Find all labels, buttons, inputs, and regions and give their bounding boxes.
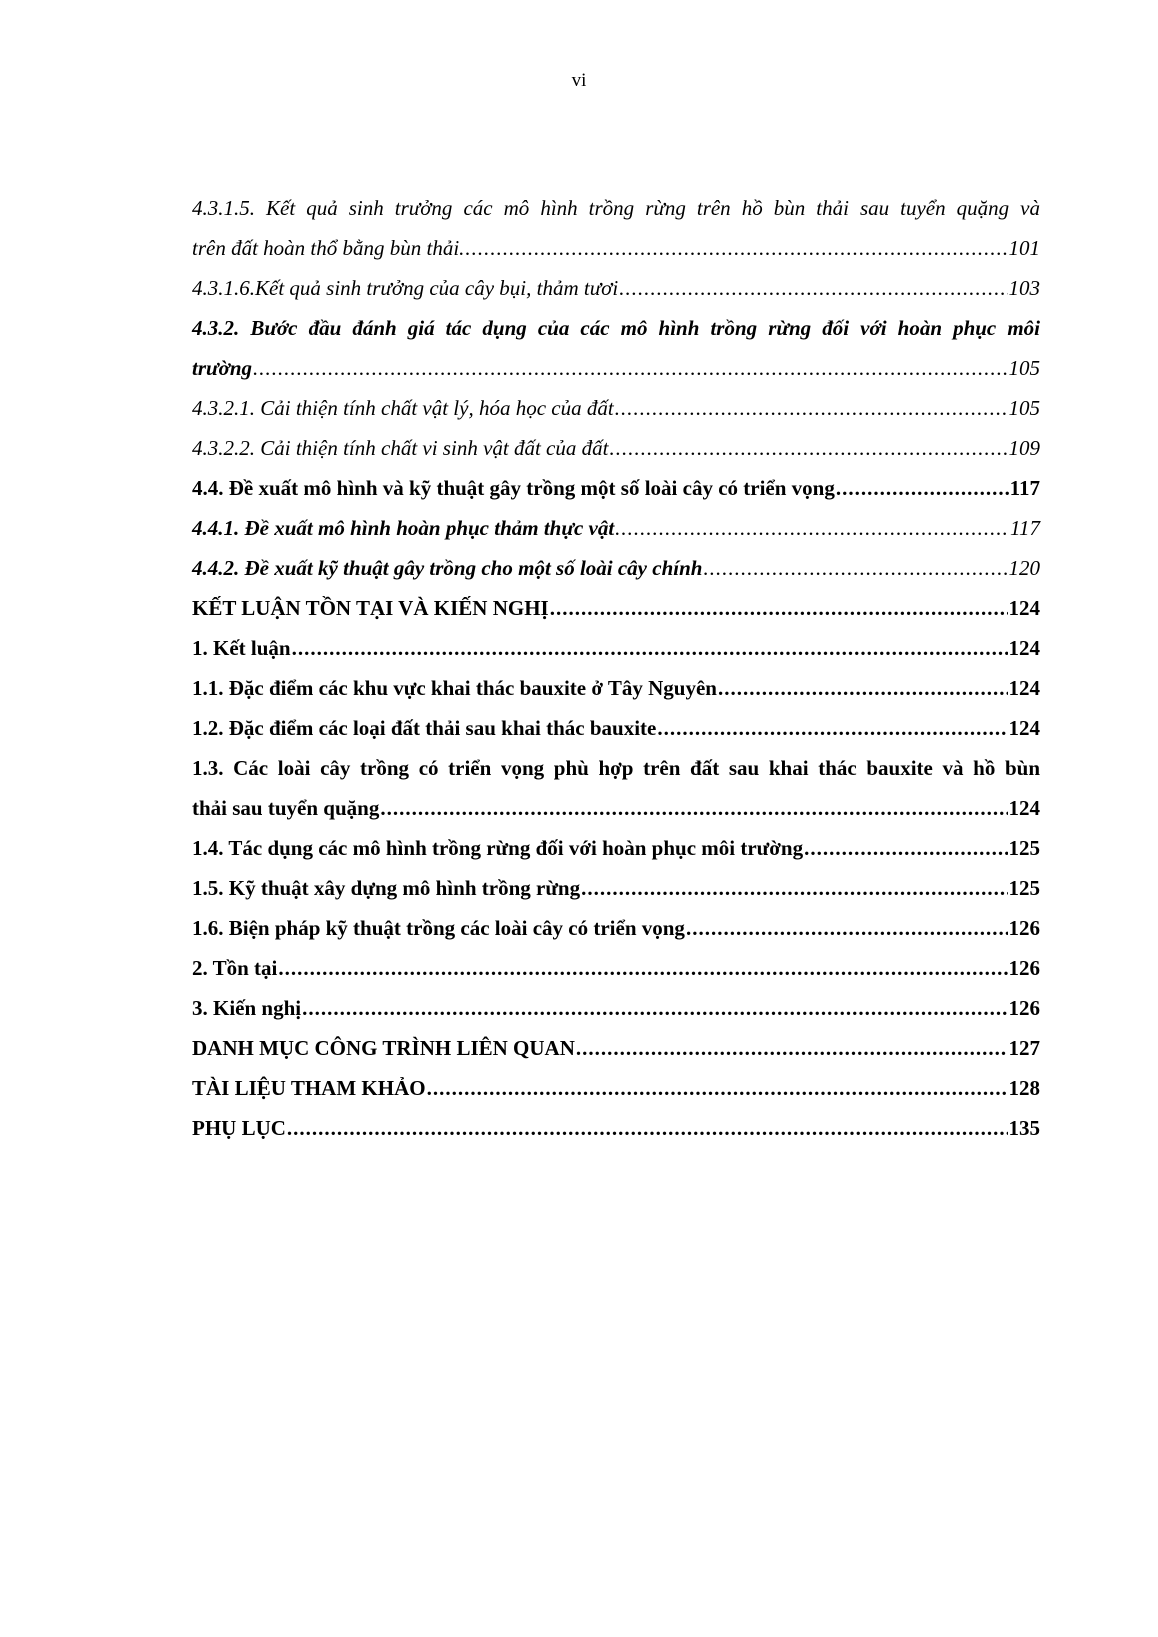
toc-dot-leader (619, 268, 1007, 308)
toc-entry-tai-lieu-tham-khao[interactable] (192, 1068, 1040, 1108)
table-of-contents (192, 188, 1040, 1148)
toc-entry-1-5[interactable] (192, 868, 1040, 908)
toc-page-number: 124 (1008, 676, 1040, 700)
toc-dot-leader (292, 628, 1008, 668)
toc-entry-4-3-1-5-line1: 4.3.1.5. Kết quả sinh trưởng các mô hình trồng rừng trên hồ bùn thải sau tuyển quặng và (192, 196, 1040, 220)
toc-dot-leader (465, 228, 1007, 268)
toc-entry-title: 1.4. Tác dụng các mô hình trồng rừng đối với hoàn phục môi trường (192, 836, 804, 860)
toc-page-number: 126 (1008, 996, 1040, 1020)
toc-entry-1-6[interactable] (192, 908, 1040, 948)
toc-dot-leader (278, 948, 1007, 988)
toc-dot-leader (550, 588, 1008, 628)
toc-entry-2[interactable] (192, 948, 1040, 988)
toc-entry-4-3-1-6[interactable] (192, 268, 1040, 308)
toc-page-number: 105 (1008, 396, 1040, 420)
toc-entry-1-3-line1: 1.3. Các loài cây trồng có triển vọng phù hợp trên đất sau khai thác bauxite và hồ bùn (192, 756, 1040, 780)
toc-dot-leader (287, 1108, 1008, 1148)
toc-dot-leader (804, 828, 1007, 868)
toc-dot-leader (686, 908, 1008, 948)
toc-entry-title: 3. Kiến nghị (192, 996, 302, 1020)
toc-entry-title: PHỤ LỤC (192, 1116, 286, 1140)
toc-entry-danh-muc-cong-trinh[interactable] (192, 1028, 1040, 1068)
toc-entry-1-4[interactable] (192, 828, 1040, 868)
toc-entry-4-3-2[interactable] (192, 348, 1040, 388)
toc-entry-title: trường (192, 356, 253, 380)
toc-dot-leader (427, 1068, 1008, 1108)
toc-entry-title: DANH MỤC CÔNG TRÌNH LIÊN QUAN (192, 1036, 575, 1060)
toc-page-number: 101 (1008, 236, 1040, 260)
toc-page-number: 126 (1008, 956, 1040, 980)
toc-entry-4-4-1[interactable] (192, 508, 1040, 548)
toc-page-number: 127 (1008, 1036, 1040, 1060)
toc-entry-title: TÀI LIỆU THAM KHẢO (192, 1076, 426, 1100)
toc-entry-title: 4.4. Đề xuất mô hình và kỹ thuật gây trồng một số loài cây có triển vọng (192, 476, 835, 500)
toc-entry-1[interactable] (192, 628, 1040, 668)
toc-entry-title: 1. Kết luận (192, 636, 291, 660)
toc-page-number: 124 (1008, 596, 1040, 620)
toc-entry-title: 4.3.2.2. Cải thiện tính chất vi sinh vật đất của đất (192, 436, 609, 460)
toc-page-number: 125 (1008, 836, 1040, 860)
toc-entry-title: 2. Tồn tại (192, 956, 278, 980)
toc-page-number: 103 (1008, 276, 1040, 300)
toc-dot-leader (380, 788, 1007, 828)
toc-dot-leader (581, 868, 1007, 908)
toc-entry-4-3-2-2[interactable] (192, 428, 1040, 468)
toc-page-number: 124 (1008, 716, 1040, 740)
toc-page-number: 120 (1008, 556, 1040, 580)
toc-entry-3[interactable] (192, 988, 1040, 1028)
toc-dot-leader (657, 708, 1007, 748)
toc-page-number: 135 (1008, 1116, 1040, 1140)
toc-entry-4-3-2-1[interactable] (192, 388, 1040, 428)
toc-entry-title: 1.6. Biện pháp kỹ thuật trồng các loài cây có triển vọng (192, 916, 685, 940)
toc-entry-title: 4.3.1.6.Kết quả sinh trưởng của cây bụi, thảm tươi (192, 276, 619, 300)
toc-entry-title: 1.2. Đặc điểm các loại đất thải sau khai thác bauxite (192, 716, 657, 740)
toc-page-number: 124 (1008, 636, 1040, 660)
toc-page-number: 109 (1008, 436, 1040, 460)
toc-page-number: 105 (1008, 356, 1040, 380)
toc-dot-leader (302, 988, 1007, 1028)
toc-dot-leader (576, 1028, 1008, 1068)
toc-page-number: 126 (1008, 916, 1040, 940)
toc-entry-title: thải sau tuyển quặng (192, 796, 380, 820)
toc-entry-1-1[interactable] (192, 668, 1040, 708)
toc-entry-title: 1.5. Kỹ thuật xây dựng mô hình trồng rừng (192, 876, 581, 900)
toc-entry-1-2[interactable] (192, 708, 1040, 748)
toc-entry-phu-luc[interactable] (192, 1108, 1040, 1148)
toc-dot-leader (703, 548, 1007, 588)
toc-dot-leader (615, 388, 1008, 428)
toc-dot-leader (609, 428, 1007, 468)
toc-page-number: 125 (1008, 876, 1040, 900)
toc-entry-title: 4.4.2. Đề xuất kỹ thuật gây trồng cho một số loài cây chính (192, 556, 703, 580)
toc-dot-leader (718, 668, 1008, 708)
toc-entry-title: KẾT LUẬN TỒN TẠI VÀ KIẾN NGHỊ (192, 596, 549, 620)
toc-dot-leader (836, 468, 1009, 508)
toc-dot-leader (253, 348, 1007, 388)
toc-entry-4-4-2[interactable] (192, 548, 1040, 588)
toc-entry-4-4[interactable] (192, 468, 1040, 508)
toc-page-number: 124 (1008, 796, 1040, 820)
toc-entry-1-3[interactable] (192, 788, 1040, 828)
toc-entry-title: 1.1. Đặc điểm các khu vực khai thác bauxite ở Tây Nguyên (192, 676, 717, 700)
toc-entry-4-3-1-5[interactable] (192, 228, 1040, 268)
toc-entry-title: trên đất hoàn thổ bằng bùn thải. (192, 236, 465, 260)
toc-page-number: 128 (1008, 1076, 1040, 1100)
page-number: vi (571, 70, 587, 91)
toc-dot-leader (615, 508, 1009, 548)
toc-entry-title: 4.3.2.1. Cải thiện tính chất vật lý, hóa học của đất (192, 396, 614, 420)
toc-page-number: 117 (1009, 476, 1040, 500)
toc-page-number: 117 (1010, 516, 1040, 540)
toc-entry-title: 4.4.1. Đề xuất mô hình hoàn phục thảm thực vật (192, 516, 615, 540)
toc-entry-4-3-2-line1: 4.3.2. Bước đầu đánh giá tác dụng của các mô hình trồng rừng đối với hoàn phục môi (192, 316, 1040, 340)
toc-entry-ket-luan-ton-tai[interactable] (192, 588, 1040, 628)
